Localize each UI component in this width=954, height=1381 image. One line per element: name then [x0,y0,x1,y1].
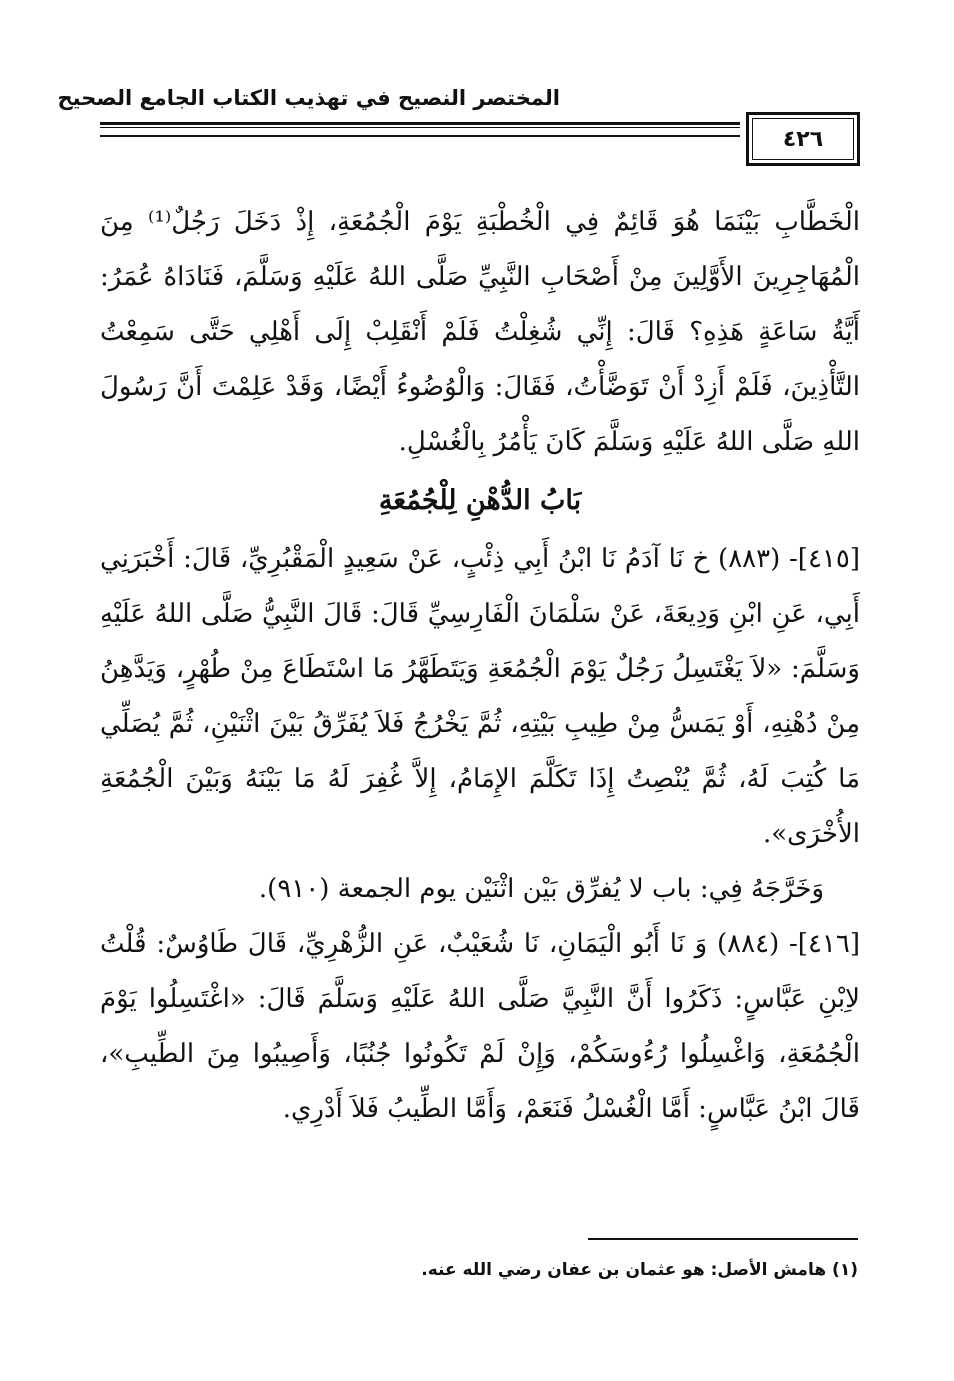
takhrij-note: وَخَرَّجَهُ فِي: باب لا يُفرِّق بَيْن اثْنَيْن يوم الجمعة (٩١٠). [258,874,824,904]
running-book-title: المختصر النصيح في تهذيب الكتاب الجامع الصحيح [57,86,560,110]
footnote: (١) هامش الأصل: هو عثمان بن عفان رضي الله عنه. [421,1260,858,1280]
paragraph-continuation: الْخَطَّابِ بَيْنَمَا هُوَ قَائِمٌ فِي الْخُطْبَةِ يَوْمَ الْجُمُعَةِ، إِذْ دَخَلَ رَجُلٌ⁽¹⁾ مِنَ الْمُهَاجِرِينَ الأَوَّلِينَ مِنْ أَصْحَابِ النَّبِيِّ صَلَّى اللهُ عَلَيْهِ وَسَلَّمَ، فَنَادَاهُ عُمَرُ: أَيَّةُ سَاعَةٍ هَذِهِ؟ قَالَ: إِنِّي شُغِلْتُ فَلَمْ أَنْقَلِبْ إِلَى أَهْلِي حَتَّى سَمِعْتُ التَّأْذِينَ، فَلَمْ أَزِدْ أَنْ تَوَضَّأْتُ، فَقَالَ: وَالْوُضُوءُ أَيْضًا، وَقَدْ عَلِمْتَ أَنَّ رَسُولَ اللهِ صَلَّى اللهُ عَلَيْهِ وَسَلَّمَ كَانَ يَأْمُرُ بِالْغُسْلِ. [100,207,860,457]
page-body [100,195,860,1137]
chapter-heading: بَابُ الدُّهْنِ لِلْجُمُعَةِ [378,485,582,516]
page-number: ٤٢٦ [746,112,860,166]
footnote-separator [588,1238,858,1240]
page-header [57,80,860,170]
hadith-416: [٤١٦]- (٨٨٤) وَ نَا أَبُو الْيَمَانِ، نَا شُعَيْبٌ، عَنِ الزُّهْرِيِّ، قَالَ طَاوُسٌ: قُلْتُ لاِبْنِ عَبَّاسٍ: ذَكَرُوا أَنَّ النَّبِيَّ صَلَّى اللهُ عَلَيْهِ وَسَلَّمَ قَالَ: «اغْتَسِلُوا يَوْمَ الْجُمُعَةِ، وَاغْسِلُوا رُءُوسَكُمْ، وَإِنْ لَمْ تَكُونُوا جُنُبًا، وَأَصِيبُوا مِنَ الطِّيبِ»، قَالَ ابْنُ عَبَّاسٍ: أَمَّا الْغُسْلُ فَنَعَمْ، وَأَمَّا الطِّيبُ فَلاَ أَدْرِي. [100,929,860,1124]
hadith-415: [٤١٥]- (٨٨٣) خ نَا آدَمُ نَا ابْنُ أَبِي ذِئْبٍ، عَنْ سَعِيدٍ الْمَقْبُرِيِّ، قَالَ: أَخْبَرَنِي أَبِي، عَنِ ابْنِ وَدِيعَةَ، عَنْ سَلْمَانَ الْفَارِسِيِّ قَالَ: قَالَ النَّبِيُّ صَلَّى اللهُ عَلَيْهِ وَسَلَّمَ: «لاَ يَغْتَسِلُ رَجُلٌ يَوْمَ الْجُمُعَةِ وَيَتَطَهَّرُ مَا اسْتَطَاعَ مِنْ طُهْرٍ، وَيَدَّهِنُ مِنْ دُهْنِهِ، أَوْ يَمَسُّ مِنْ طِيبِ بَيْتِهِ، ثُمَّ يَخْرُجُ فَلاَ يُفَرِّقُ بَيْنَ اثْنَيْنِ، ثُمَّ يُصَلِّي مَا كُتِبَ لَهُ، ثُمَّ يُنْصِتُ إِذَا تَكَلَّمَ الإِمَامُ، إِلاَّ غُفِرَ لَهُ مَا بَيْنَهُ وَبَيْنَ الْجُمُعَةِ الأُخْرَى». [100,544,860,849]
header-rule [100,122,740,137]
